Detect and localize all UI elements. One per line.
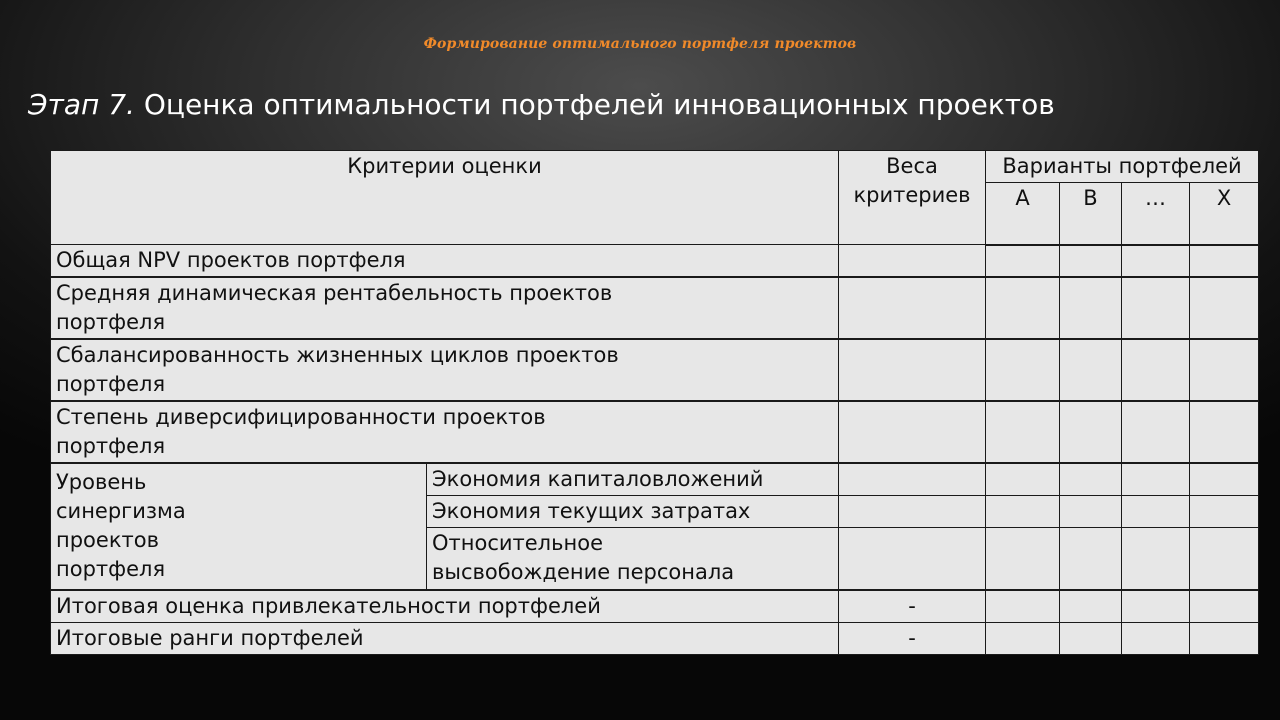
value-cell bbox=[1060, 622, 1122, 654]
value-cell bbox=[1190, 339, 1259, 401]
value-cell bbox=[1122, 245, 1190, 278]
value-cell bbox=[1190, 401, 1259, 463]
value-cell bbox=[1190, 590, 1259, 623]
value-cell bbox=[1190, 277, 1259, 339]
total-score-label: Итоговая оценка привлекательности портфелей bbox=[51, 590, 839, 623]
value-cell bbox=[1190, 245, 1259, 278]
weight-header: Веса критериев bbox=[839, 151, 986, 245]
variant-a-header: А bbox=[986, 183, 1060, 245]
value-cell bbox=[1190, 528, 1259, 590]
title-text: Оценка оптимальности портфелей инновационных проектов bbox=[134, 88, 1055, 121]
slide-title bbox=[28, 88, 1055, 121]
value-cell bbox=[1060, 496, 1122, 528]
total-rank-label: Итоговые ранги портфелей bbox=[51, 622, 839, 654]
value-cell bbox=[986, 622, 1060, 654]
variants-header: Варианты портфелей bbox=[986, 151, 1259, 183]
value-cell bbox=[986, 528, 1060, 590]
value-cell bbox=[986, 245, 1060, 278]
value-cell bbox=[1122, 496, 1190, 528]
table-row bbox=[51, 590, 1259, 623]
criterion-profitability: Средняя динамическая рентабельность проектов портфеля bbox=[51, 277, 839, 339]
table-row bbox=[51, 401, 1259, 463]
weight-cell bbox=[839, 463, 986, 496]
value-cell bbox=[1190, 622, 1259, 654]
value-cell bbox=[986, 590, 1060, 623]
value-cell bbox=[986, 277, 1060, 339]
criterion-npv: Общая NPV проектов портфеля bbox=[51, 245, 839, 278]
weight-dash: - bbox=[839, 622, 986, 654]
slide-header: Формирование оптимального портфеля проектов bbox=[423, 36, 857, 52]
value-cell bbox=[986, 401, 1060, 463]
value-cell bbox=[1122, 277, 1190, 339]
table-row bbox=[51, 463, 1259, 496]
weight-cell bbox=[839, 339, 986, 401]
value-cell bbox=[1122, 622, 1190, 654]
value-cell bbox=[1122, 590, 1190, 623]
table-row bbox=[51, 339, 1259, 401]
weight-dash: - bbox=[839, 590, 986, 623]
value-cell bbox=[986, 339, 1060, 401]
weight-cell bbox=[839, 496, 986, 528]
value-cell bbox=[1190, 496, 1259, 528]
criteria-header: Критерии оценки bbox=[51, 151, 839, 245]
value-cell bbox=[1060, 277, 1122, 339]
value-cell bbox=[1190, 463, 1259, 496]
criterion-diversification: Степень диверсифицированности проектов портфеля bbox=[51, 401, 839, 463]
value-cell bbox=[1122, 463, 1190, 496]
value-cell bbox=[986, 463, 1060, 496]
value-cell bbox=[1060, 245, 1122, 278]
variant-b-header: В bbox=[1060, 183, 1122, 245]
criterion-balance: Сбалансированность жизненных циклов проектов портфеля bbox=[51, 339, 839, 401]
weight-cell bbox=[839, 245, 986, 278]
synergy-sub-personnel: Относительное высвобождение персонала bbox=[427, 528, 839, 590]
table-row bbox=[51, 277, 1259, 339]
value-cell bbox=[1060, 590, 1122, 623]
table-row bbox=[51, 622, 1259, 654]
value-cell bbox=[1060, 401, 1122, 463]
synergy-sub-capital: Экономия капиталовложений bbox=[427, 463, 839, 496]
table-row bbox=[51, 245, 1259, 278]
criterion-synergy: Уровень синергизма проектов портфеля bbox=[51, 463, 427, 590]
value-cell bbox=[1060, 463, 1122, 496]
value-cell bbox=[986, 496, 1060, 528]
value-cell bbox=[1060, 339, 1122, 401]
synergy-sub-costs: Экономия текущих затратах bbox=[427, 496, 839, 528]
value-cell bbox=[1122, 401, 1190, 463]
criteria-table bbox=[50, 150, 1259, 655]
value-cell bbox=[1122, 528, 1190, 590]
variant-x-header: Х bbox=[1190, 183, 1259, 245]
weight-cell bbox=[839, 277, 986, 339]
weight-cell bbox=[839, 401, 986, 463]
variant-ellipsis-header: … bbox=[1122, 183, 1190, 245]
value-cell bbox=[1122, 339, 1190, 401]
weight-cell bbox=[839, 528, 986, 590]
stage-label: Этап 7. bbox=[28, 88, 135, 121]
value-cell bbox=[1060, 528, 1122, 590]
